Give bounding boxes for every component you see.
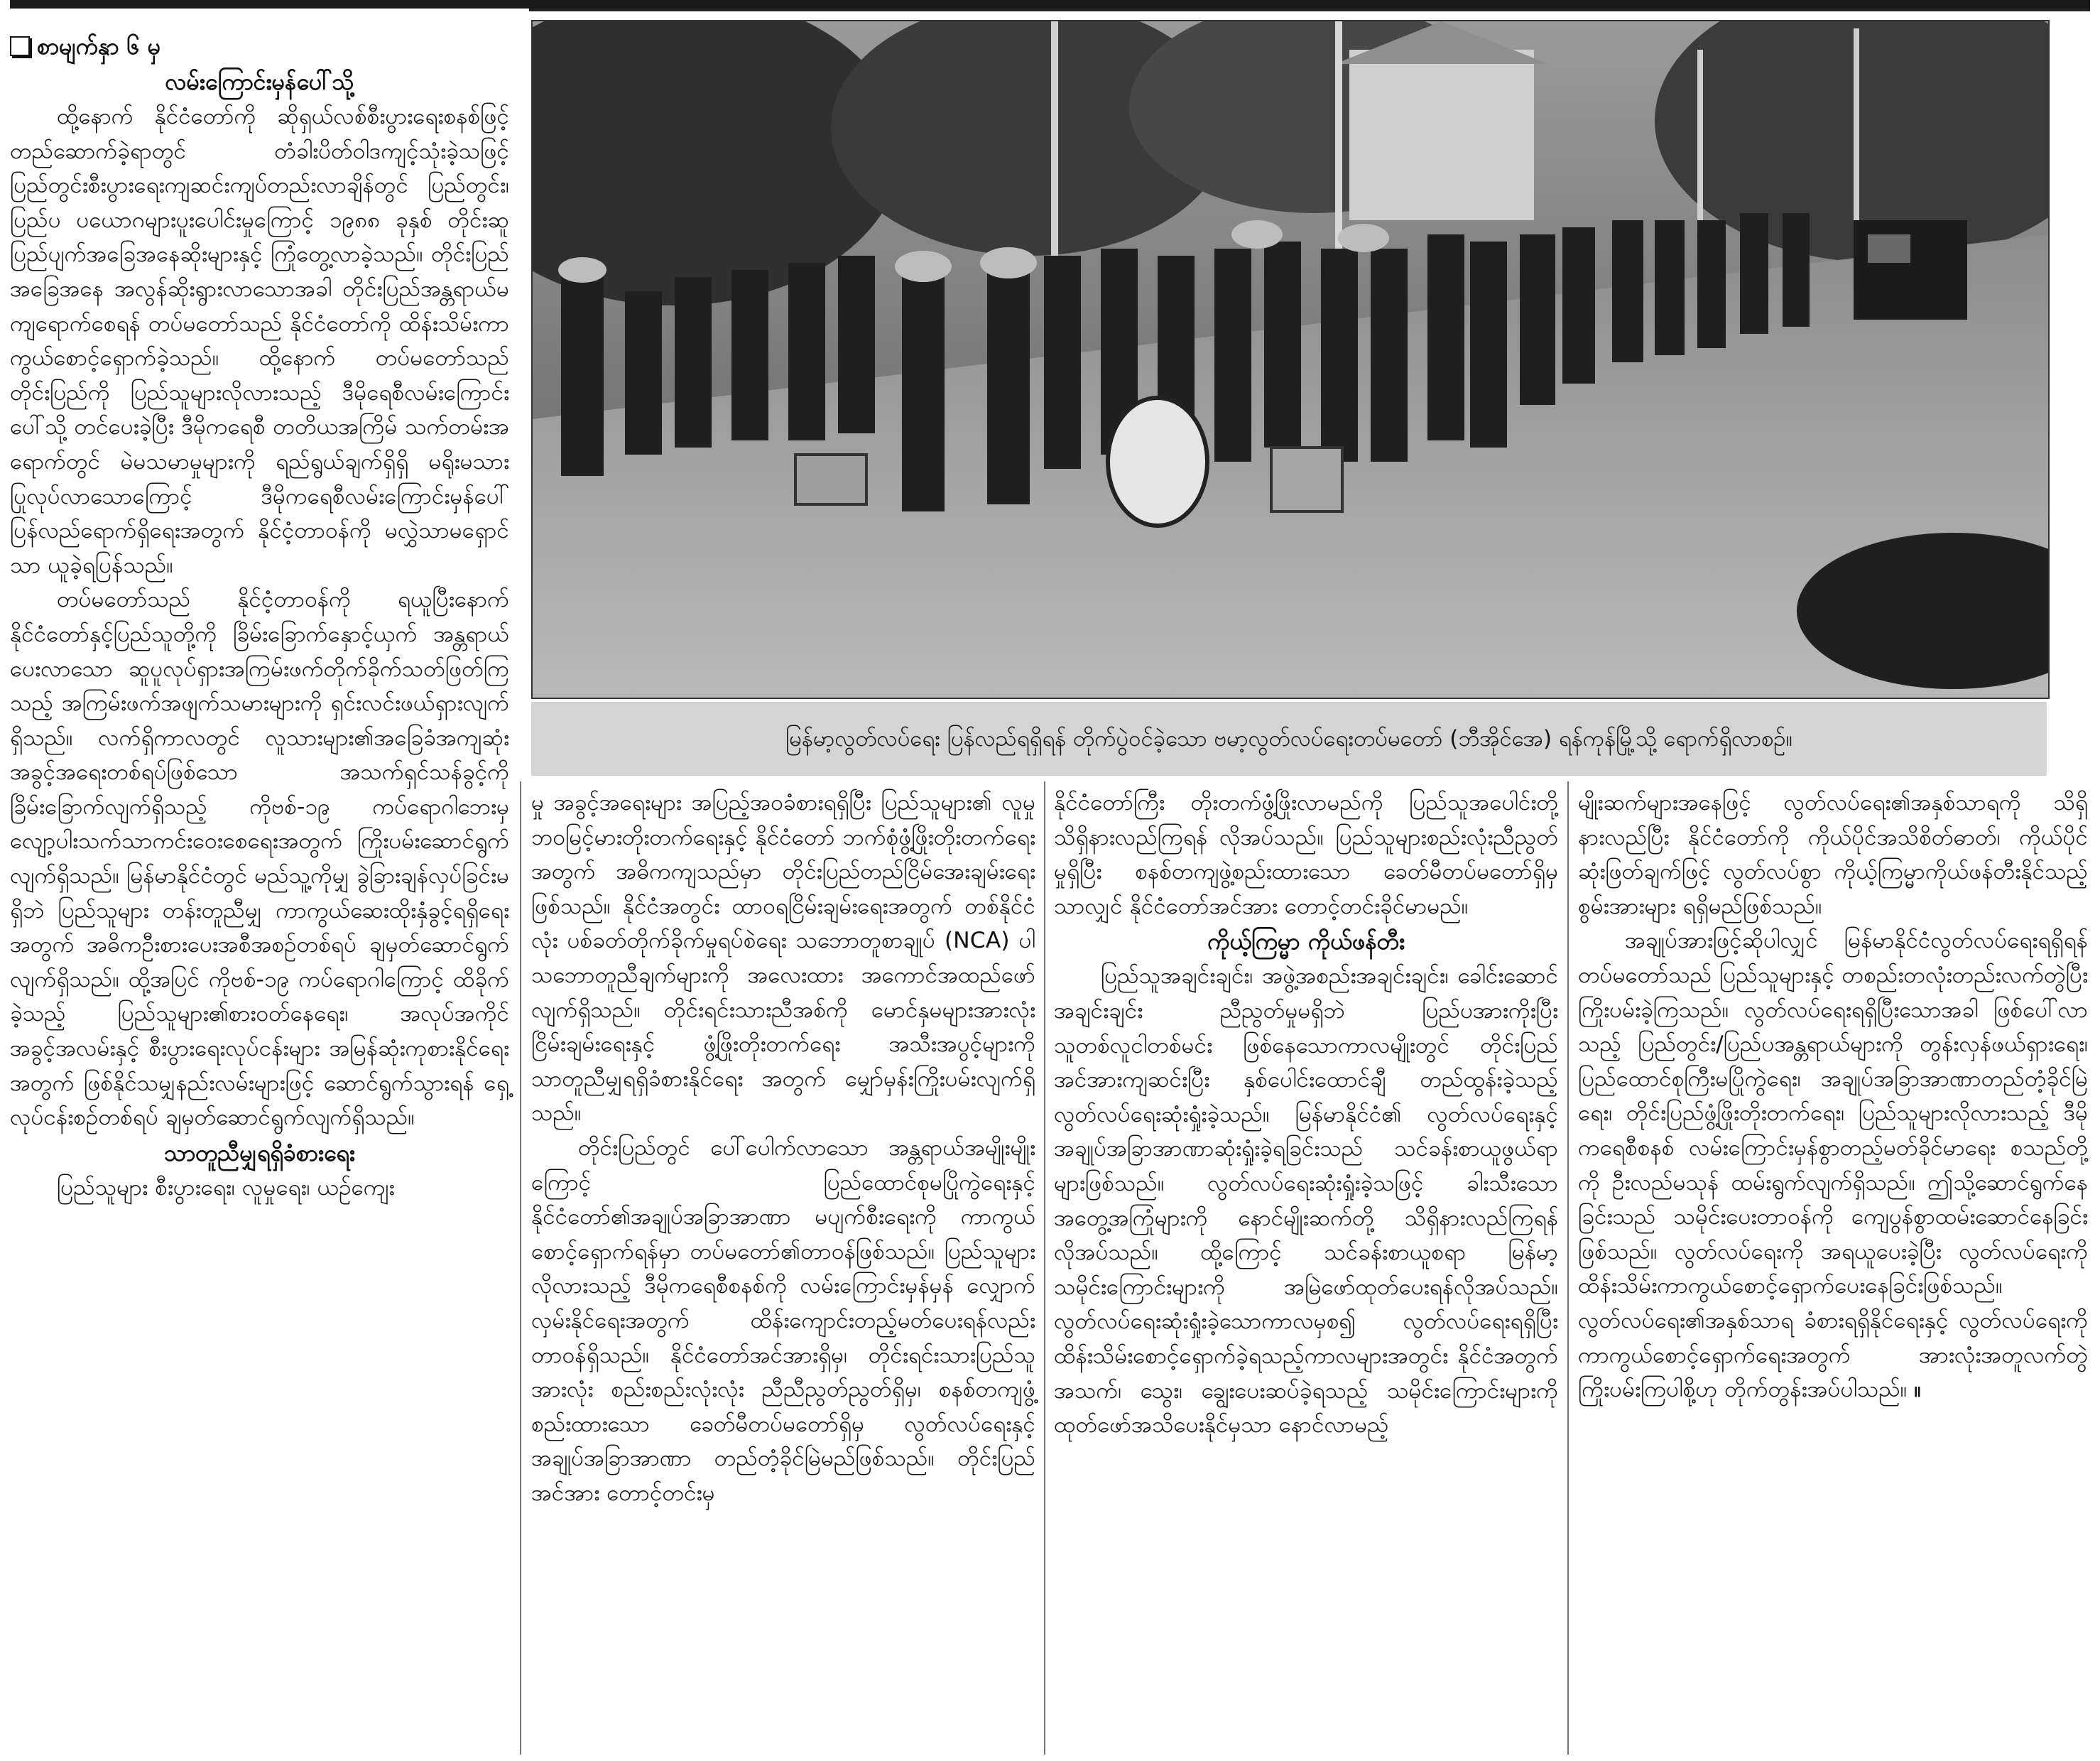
column-divider [520,781,521,1755]
paragraph [1578,923,2088,1407]
paragraph: မျိုးဆက်များအနေဖြင့် လွတ်လပ်ရေး၏အနှစ်သာရကို သိရှိနားလည်ပြီး နိုင်ငံတော်ကို ကိုယ်ပိုင်အသိစိတ်ဓာတ်၊ ကိုယ်ပိုင်ဆုံးဖြတ်ချက်ဖြင့် လွတ်လပ်စွာ ကိုယ့်ကြမ္မာကိုယ်ဖန်တီးနိုင်သည့် စွမ်းအားများ ရရှိမည်ဖြစ်သည်။ [1578,790,2088,919]
column-4 [1578,786,2088,1407]
continuation-label: စာမျက်နှာ ၆ မှ [37,33,161,60]
column-divider [1567,781,1569,1755]
paragraph: တပ်မတော်သည် နိုင်ငံ့တာဝန်ကို ရယူပြီးနောက် နိုင်ငံတော်နှင့်ပြည်သူတို့ကို ခြိမ်းခြောက်နှောင့်ယှက် အန္တရာယ်ပေးလာသော ဆူပူလုပ်ရှားအကြမ်းဖက်တိုက်ခိုက်သတ်ဖြတ်ကြသည့် အကြမ်းဖက်အဖျက်သမားများကို ရှင်းလင်းဖယ်ရှားလျက်ရှိသည်။ လက်ရှိကာလတွင် လူသားများ၏အခြေခံအကျဆုံး အခွင့်အရေးတစ်ရပ်ဖြစ်သော အသက်ရှင်သန်ခွင့်ကို ခြိမ်းခြောက်လျက်ရှိသည့် ကိုဗစ်-၁၉ ကပ်ရောဂါဘေးမှ လျော့ပါးသက်သာကင်းဝေးစေရေးအတွက် ကြိုးပမ်းဆောင်ရွက်လျက်ရှိသည်။ မြန်မာနိုင်ငံတွင် မည်သူ့ကိုမျှ ခွဲခြားချန်လှပ်ခြင်းမရှိဘဲ ပြည်သူများ တန်းတူညီမျှ ကာကွယ်ဆေးထိုးနှံခွင့်ရရှိရေးအတွက် အဓိကဦးစားပေးအစီအစဉ်တစ်ရပ် ချမှတ်ဆောင်ရွက်လျက်ရှိသည်။ ထို့အပြင် ကိုဗစ်-၁၉ ကပ်ရောဂါကြောင့် ထိခိုက်ခဲ့သည့် ပြည်သူများ၏စားဝတ်နေရေး၊ အလုပ်အကိုင်အခွင့်အလမ်းနှင့် စီးပွားရေးလုပ်ငန်းများ အမြန်ဆုံးကုစားနိုင်ရေးအတွက် ဖြစ်နိုင်သမျှနည်းလမ်းများဖြင့် ဆောင်ရွက်သွားရန် ရှေ့လုပ်ငန်းစဉ်တစ်ရပ် ချမှတ်ဆောင်ရွက်လျက်ရှိသည်။ [10,587,509,1131]
column-3 [1054,786,1558,1443]
photo-caption: မြန်မာ့လွတ်လပ်ရေး ပြန်လည်ရရှိရန် တိုက်ပွဲဝင်ခဲ့သော ဗမာ့လွတ်လပ်ရေးတပ်မတော် (ဘီအိုင်အေ) ရန်ကုန်မြို့သို့ ရောက်ရှိလာစဉ်။ [531,702,2047,776]
paragraph: ထို့နောက် နိုင်ငံတော်ကို ဆိုရှယ်လစ်စီးပွားရေးစနစ်ဖြင့် တည်ဆောက်ခဲ့ရာတွင် တံခါးပိတ်ဝါဒကျင့်သုံးခဲ့သဖြင့် ပြည်တွင်းစီးပွားရေးကျဆင်းကျပ်တည်းလာချိန်တွင် ပြည်တွင်း၊ ပြည်ပ ပယောဂများပူးပေါင်းမှုကြောင့် ၁၉၈၈ ခုနှစ် တိုင်းဆူပြည်ပျက်အခြေအနေဆိုးများနှင့် ကြုံတွေ့လာခဲ့သည်။ တိုင်းပြည်အခြေအနေ အလွန်ဆိုးရွားလာသောအခါ တိုင်းပြည်အန္တရာယ်မကျရောက်စေရန် တပ်မတော်သည် နိုင်ငံတော်ကို ထိန်းသိမ်းကာကွယ်စောင့်ရှောက်ခဲ့သည်။ ထို့နောက် တပ်မတော်သည် တိုင်းပြည်ကို ပြည်သူများလိုလားသည့် ဒီမိုရေစီလမ်းကြောင်းပေါ်သို့ တင်ပေးခဲ့ပြီး ဒီမိုကရေစီ တတိယအကြိမ် သက်တမ်းအရောက်တွင် မဲမသမာမှုများကို ရည်ရွယ်ချက်ရှိရှိ မရိုးမသားပြုလုပ်လာသောကြောင့် ဒီမိုကရေစီလမ်းကြောင်းမှန်ပေါ် ပြန်လည်ရောက်ရှိရေးအတွက် နိုင်ငံ့တာဝန်ကို မလွှဲသာမရှောင်သာ ယူခဲ့ရပြန်သည်။ [10,104,509,578]
section-title: သာတူညီမျှရရှိခံစားရေး [164,1139,355,1166]
paragraph: မှု အခွင့်အရေးများ အပြည့်အဝခံစားရရှိပြီး ပြည်သူများ၏ လူမှုဘဝမြင့်မားတိုးတက်ရေးနှင့် နိုင်ငံတော် ဘက်စုံဖွံ့ဖြိုးတိုးတက်ရေးအတွက် အဓိကကျသည်မှာ တိုင်းပြည်တည်ငြိမ်အေးချမ်းရေးဖြစ်သည်။ နိုင်ငံအတွင်း ထာဝရငြိမ်းချမ်းရေးအတွက် တစ်နိုင်ငံလုံး ပစ်ခတ်တိုက်ခိုက်မှုရပ်စဲရေး သဘောတူစာချုပ် (NCA) ပါ သဘောတူညီချက်များကို အလေးထား အကောင်အထည်ဖော်လျက်ရှိသည်။ တိုင်းရင်းသားညီအစ်ကို မောင်နှမများအားလုံး ငြိမ်းချမ်းရေးနှင့် ဖွံ့ဖြိုးတိုးတက်ရေး အသီးအပွင့်များကို သာတူညီမျှရရှိခံစားနိုင်ရေး အတွက် မျှော်မှန်းကြိုးပမ်းလျက်ရှိသည်။ [531,790,1035,1127]
paragraph: နိုင်ငံတော်ကြီး တိုးတက်ဖွံ့ဖြိုးလာမည်ကို ပြည်သူအပေါင်းတို့ သိရှိနားလည်ကြရန် လိုအပ်သည်။ ပြည်သူများစည်းလုံးညီညွတ်မှုရှိပြီး စနစ်တကျဖွဲ့စည်းထားသော ခေတ်မီတပ်မတော်ရှိမှသာလျှင် နိုင်ငံတော်အင်အား တောင့်တင်းခိုင်မာမည်။ [1054,790,1558,919]
continuation-marker [10,28,509,64]
photo-illustration [533,21,2048,698]
section-title: ကိုယ့်ကြမ္မာ ကိုယ်ဖန်တီး [1207,928,1405,955]
top-rule [10,0,2090,9]
photo-frame-rule [529,9,2090,11]
paragraph: တိုင်းပြည်တွင် ပေါ်ပေါက်လာသော အန္တရာယ်အမျိုးမျိုးကြောင့် ပြည်ထောင်စုမပြိုကွဲရေးနှင့် နိုင်ငံတော်၏အချုပ်အခြာအာဏာ မပျက်စီးရေးကို ကာကွယ်စောင့်ရှောက်ရန်မှာ တပ်မတော်၏တာဝန်ဖြစ်သည်။ ပြည်သူများလိုလားသည့် ဒီမိုကရေစီစနစ်ကို လမ်းကြောင်းမှန်မှန် လျှောက်လှမ်းနိုင်ရေးအတွက် ထိန်းကျောင်းတည့်မတ်ပေးရန်လည်း တာဝန်ရှိသည်။ နိုင်ငံတော်အင်အားရှိမှ၊ တိုင်းရင်းသားပြည်သူအားလုံး စည်းစည်းလုံးလုံး ညီညီညွတ်ညွတ်ရှိမှ၊ စနစ်တကျဖွံ့စည်းထားသော ခေတ်မီတပ်မတော်ရှိမှ လွတ်လပ်ရေးနှင့်အချုပ်အခြာအာဏာ တည်တံ့ခိုင်မြဲမည်ဖြစ်သည်။ တိုင်းပြည်အင်အား တောင့်တင်းမှ [531,1134,1035,1506]
section-title: လမ်းကြောင်းမှန်ပေါ်သို့ [165,68,354,95]
column-2 [531,786,1035,1510]
column-divider [1044,781,1045,1755]
paragraph-text: အချုပ်အားဖြင့်ဆိုပါလျှင် မြန်မာနိုင်ငံလွတ်လပ်ရေးရရှိရန် တပ်မတော်သည် ပြည်သူများနှင့် တစည်းတလုံးတည်းလက်တွဲပြီး ကြိုးပမ်းခဲ့ကြသည်။ လွတ်လပ်ရေးရရှိပြီးသောအခါ ဖြစ်ပေါ်လာသည့် ပြည်တွင်း/ပြည်ပအန္တရာယ်များကို တွန်းလှန်ဖယ်ရှားရေး၊ ပြည်ထောင်စုကြီးမပြိုကွဲရေး၊ အချုပ်အခြာအာဏာတည်တံ့ခိုင်မြဲရေး၊ တိုင်းပြည်ဖွံ့ဖြိုးတိုးတက်ရေး၊ ပြည်သူများလိုလားသည့် ဒီမိုကရေစီစနစ် လမ်းကြောင်းမှန်စွာတည့်မတ်ခိုင်မာရေး စသည်တို့ကို ဦးလည်မသုန် ထမ်းရွက်လျက်ရှိသည်။ ဤသို့ဆောင်ရွက်နေခြင်းသည် သမိုင်းပေးတာဝန်ကို ကျေပွန်စွာထမ်းဆောင်နေခြင်းဖြစ်သည်။ လွတ်လပ်ရေးကို အရယူပေးခဲ့ပြီး လွတ်လပ်ရေးကို ထိန်းသိမ်းကာကွယ်စောင့်ရှောက်ပေးနေခြင်းဖြစ်သည်။ လွတ်လပ်ရေး၏အနှစ်သာရ ခံစားရရှိနိုင်ရေးနှင့် လွတ်လပ်ရေးကို ကာကွယ်စောင့်ရှောက်ရေးအတွက် အားလုံးအတူလက်တွဲကြိုးပမ်းကြပါစို့ဟု တိုက်တွန်းအပ်ပါသည်။ [1578,928,2088,1403]
paragraph: ပြည်သူအချင်းချင်း၊ အဖွဲ့အစည်းအချင်းချင်း၊ ခေါင်းဆောင်အချင်းချင်း ညီညွတ်မှုမရှိဘဲ ပြည်ပအားကိုးပြီး သူတစ်လူငါတစ်မင်း ဖြစ်နေသောကာလမျိုးတွင် တိုင်းပြည်အင်အားကျဆင်းပြီး နှစ်ပေါင်းထောင်ချီ တည်ထွန်းခဲ့သည့် လွတ်လပ်ရေးဆုံးရှုံးခဲ့သည်။ မြန်မာနိုင်ငံ၏ လွတ်လပ်ရေးနှင့် အချုပ်အခြာအာဏာဆုံးရှုံးခဲ့ရခြင်းသည် သင်ခန်းစာယူဖွယ်ရာများဖြစ်သည်။ လွတ်လပ်ရေးဆုံးရှုံးခဲ့သဖြင့် ခါးသီးသောအတွေ့အကြုံများကို နောင်မျိုးဆက်တို့ သိရှိနားလည်ကြရန် လိုအပ်သည်။ ထို့ကြောင့် သင်ခန်းစာယူစရာ မြန်မာ့သမိုင်းကြောင်းများကို အမြဲဖော်ထုတ်ပေးရန်လိုအပ်သည်။ လွတ်လပ်ရေးဆုံးရှုံးခဲ့သောကာလမှစ၍ လွတ်လပ်ရေးရရှိပြီး ထိန်းသိမ်းစောင့်ရှောက်ခဲ့ရသည့်ကာလများအတွင်း နိုင်ငံအတွက် အသက်၊ သွေး၊ ချွေးပေးဆပ်ခဲ့ရသည့် သမိုင်းကြောင်းများကို ထုတ်ဖော်အသိပေးနိုင်မှသာ နောင်လာမည့် [1054,963,1558,1438]
historical-photo [531,20,2050,699]
column-1 [10,28,509,1205]
end-mark: ။ [1914,1377,1921,1403]
checkbox-icon [10,36,30,56]
paragraph: ပြည်သူများ စီးပွားရေး၊ လူမှုရေး၊ ယဉ်ကျေး [57,1174,395,1201]
